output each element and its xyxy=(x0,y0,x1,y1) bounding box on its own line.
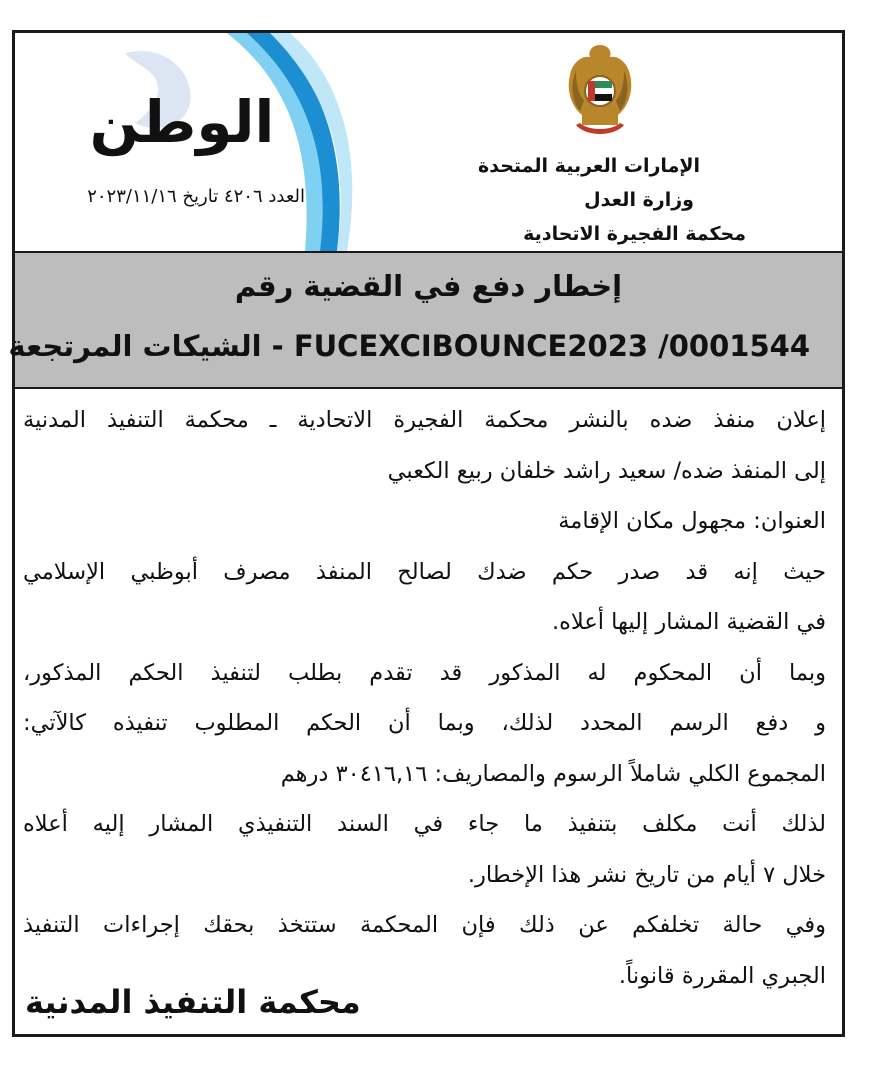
newspaper-brand xyxy=(15,33,375,251)
notice-title: إخطار دفع في القضية رقم xyxy=(234,269,623,303)
body-line: حيث إنه قد صدر حكم ضدك لصالح المنفذ مصرف أبوظبي الإسلامي xyxy=(23,558,826,585)
body-line: المجموع الكلي شاملاً الرسوم والمصاريف: ٣٠٤١٦,١٦ درهم xyxy=(280,760,826,787)
body-line: في القضية المشار إليها أعلاه. xyxy=(551,609,826,635)
body-line: إلى المنفذ ضده/ سعيد راشد خلفان ربيع الكعبي xyxy=(387,457,826,484)
body-line: و دفع الرسم المحدد لذلك، وبما أن الحكم المطلوب تنفيذه كالآتي: xyxy=(23,710,826,736)
country-name: الإمارات العربية المتحدة xyxy=(478,155,700,177)
notice-header xyxy=(15,33,842,251)
title-band xyxy=(8,251,842,389)
body-line: خلال ٧ أيام من تاريخ نشر هذا الإخطار. xyxy=(467,861,826,888)
notice-body xyxy=(23,395,826,1001)
issuer-signature: محكمة التنفيذ المدنية xyxy=(25,983,361,1021)
uae-emblem-icon xyxy=(562,41,638,141)
body-line: وبما أن المحكوم له المذكور قد تقدم بطلب لتنفيذ الحكم المذكور، xyxy=(23,659,826,686)
newspaper-name: الوطن xyxy=(89,88,275,156)
body-line: إعلان منفذ ضده بالنشر محكمة الفجيرة الاتحادية ـ محكمة التنفيذ المدنية xyxy=(23,407,826,433)
body-line: العنوان: مجهول مكان الإقامة xyxy=(558,508,826,534)
notice-frame xyxy=(8,30,845,1037)
ministry-name: وزارة العدل xyxy=(584,189,694,211)
body-line: الجبري المقررة قانوناً. xyxy=(618,962,826,989)
case-number-title: FUCEXCIBOUNCE2023 /0001544 - الشيكات المرتجعة xyxy=(8,329,810,363)
government-block xyxy=(446,41,746,251)
body-line: وفي حالة تخلفكم عن ذلك فإن المحكمة ستتخذ بحقك إجراءات التنفيذ xyxy=(23,912,826,938)
court-name: محكمة الفجيرة الاتحادية xyxy=(523,223,746,245)
body-line: لذلك أنت مكلف بتنفيذ ما جاء في السند التنفيذي المشار إليه أعلاه xyxy=(23,811,826,837)
issue-date-line: العدد ٤٢٠٦ تاريخ ٢٠٢٣/١١/١٦ xyxy=(87,186,305,207)
